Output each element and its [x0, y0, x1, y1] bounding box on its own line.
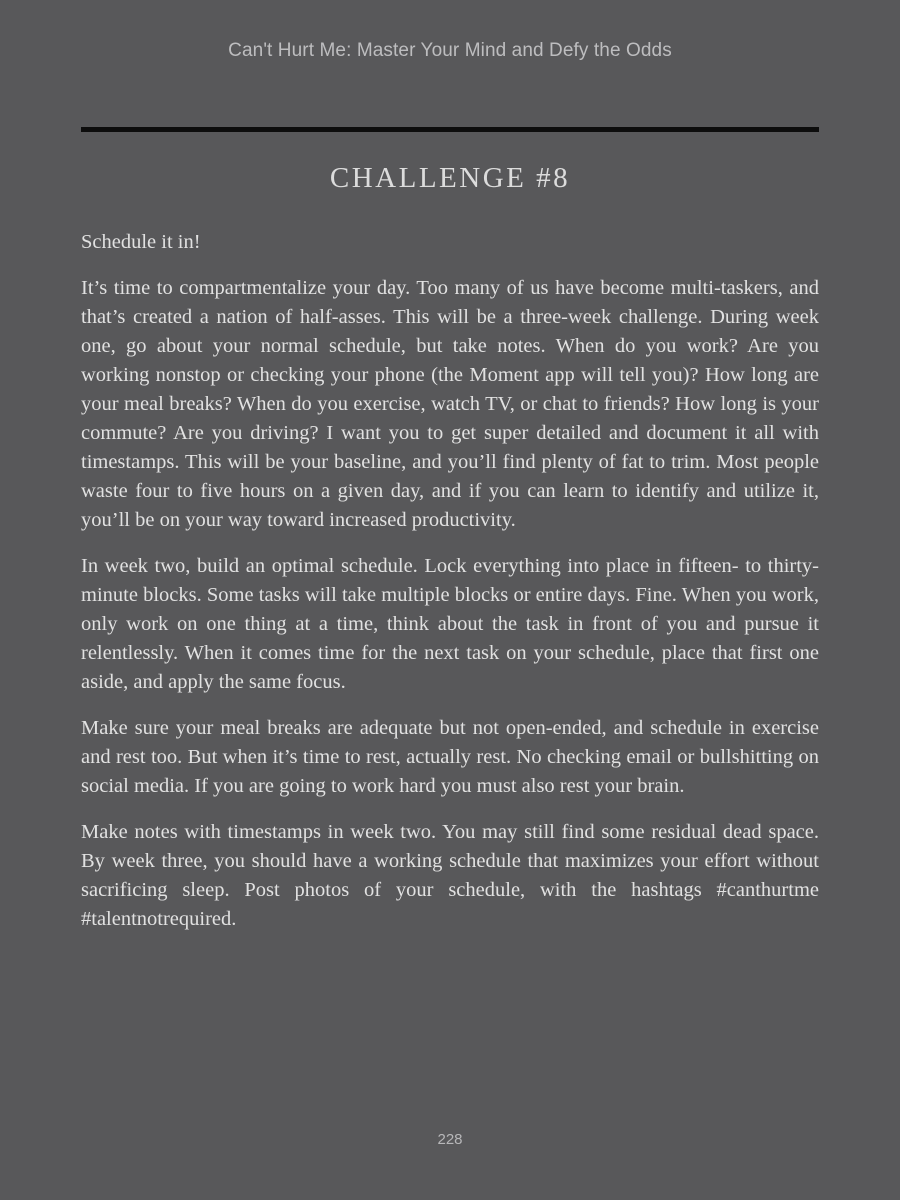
book-title: Can't Hurt Me: Master Your Mind and Defy the Odds	[228, 40, 672, 61]
page-body-text	[81, 228, 819, 951]
chapter-heading: CHALLENGE #8	[329, 162, 571, 194]
paragraph: Schedule it in!	[81, 231, 201, 253]
paragraph: In week two, build an optimal schedule. Lock everything into place in fifteen- to thirty-minute blocks. Some tasks will take multiple blocks or entire days. Fine. When you work, only work on one thing at a time, think about the task in front of you and pursue it relentlessly. When it comes time for the next task on your schedule, place that first one aside, and apply the same focus.	[81, 555, 819, 693]
chapter-divider	[81, 127, 819, 132]
page-number: 228	[437, 1131, 463, 1148]
paragraph: Make sure your meal breaks are adequate but not open-ended, and schedule in exercise and rest too. But when it’s time to rest, actually rest. No checking email or bullshitting on social media. If you are going to work hard you must also rest your brain.	[81, 717, 819, 797]
paragraph: Make notes with timestamps in week two. You may still find some residual dead space. By week three, you should have a working schedule that maximizes your effort without sacrificing sleep. Post photos of your schedule, with the hashtags #canthurtme #talentnotrequired.	[81, 821, 819, 930]
paragraph: It’s time to compartmentalize your day. Too many of us have become multi-taskers, and that’s created a nation of half-asses. This will be a three-week challenge. During week one, go about your normal schedule, but take notes. When do you work? Are you working nonstop or checking your phone (the Moment app will tell you)? How long are your meal breaks? When do you exercise, watch TV, or chat to friends? How long is your commute? Are you driving? I want you to get super detailed and document it all with timestamps. This will be your baseline, and you’ll find plenty of fat to trim. Most people waste four to five hours on a given day, and if you can learn to identify and utilize it, you’ll be on your way toward increased productivity.	[81, 277, 819, 531]
